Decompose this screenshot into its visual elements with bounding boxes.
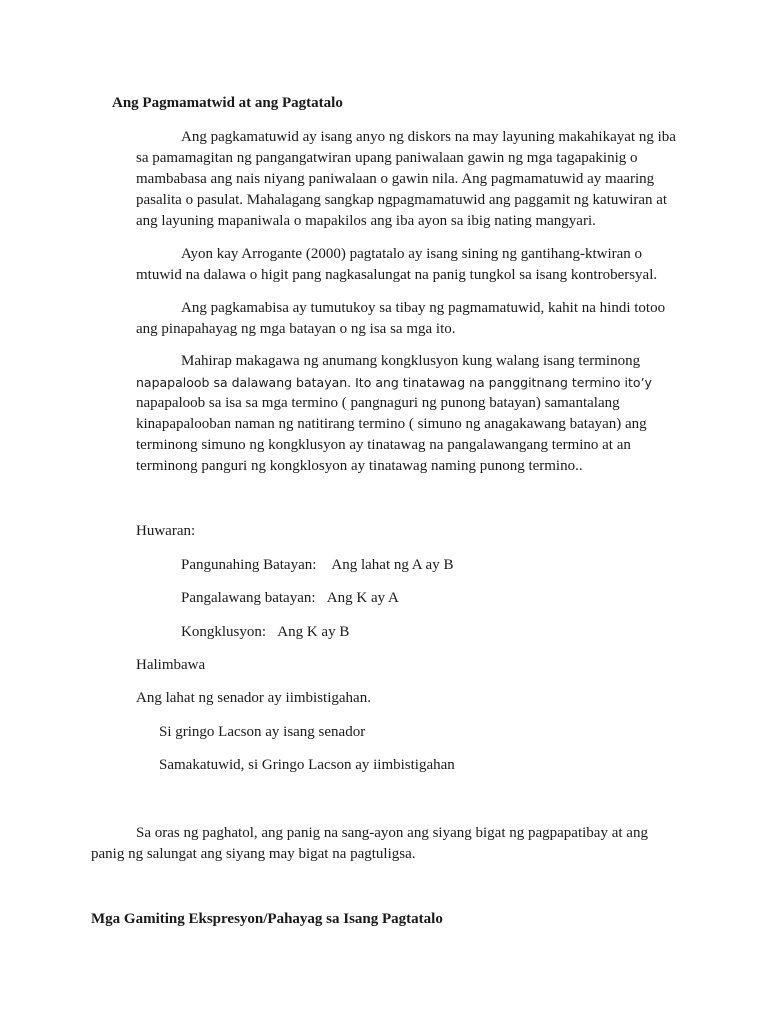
para1-line: mambabasa ang nais niyang paniwalaan o gawin nila. Ang pagmamatuwid ay maaring xyxy=(136,171,655,187)
huwaran-label: Huwaran: xyxy=(136,523,196,539)
section-heading: Mga Gamiting Ekspresyon/Pahayag sa Isang Pagtatalo xyxy=(91,911,443,927)
huwaran-premise-major: Pangunahing Batayan: Ang lahat ng A ay B xyxy=(181,557,454,573)
halimbawa-line: Samakatuwid, si Gringo Lacson ay iimbistigahan xyxy=(159,757,455,773)
para2-line: mtuwid na dalawa o higit pang nagkasalungat na panig tungkol sa isang kontrobersyal. xyxy=(136,267,658,283)
para2-line: Ayon kay Arrogante (2000) pagtatalo ay isang sining ng gantihang-ktwiran o xyxy=(181,246,643,262)
halimbawa-line: Si gringo Lacson ay isang senador xyxy=(159,724,366,740)
para4-line: kinapapalooban naman ng natitirang termino ( simuno ng anagakawang batayan) ang xyxy=(136,416,647,432)
para3-line: ang pinapahayag ng mga batayan o ng isa sa mga ito. xyxy=(136,321,456,337)
para4-line: napapaloob sa isa sa mga termino ( pangnaguri ng punong batayan) samantalang xyxy=(136,395,620,411)
para5-line: Sa oras ng paghatol, ang panig na sang-ayon ang siyang bigat ng pagpapatibay at ang xyxy=(136,825,648,841)
para1-line: pasalita o pasulat. Mahalagang sangkap ngpagmamatuwid ang paggamit ng katuwiran at xyxy=(136,192,668,208)
halimbawa-line: Ang lahat ng senador ay iimbistigahan. xyxy=(136,690,371,706)
para4-line-sans: napapaloob sa dalawang batayan. Ito ang tinatawag na panggitnang termino ito’y xyxy=(136,375,652,390)
para5-line: panig ng salungat ang siyang may bigat na pagtuligsa. xyxy=(91,846,416,862)
para1-line: ang layuning mapaniwala o mapakilos ang iba ayon sa ibig nating mangyari. xyxy=(136,213,596,229)
halimbawa-label: Halimbawa xyxy=(136,657,206,673)
huwaran-premise-minor: Pangalawang batayan: Ang K ay A xyxy=(181,590,399,606)
para1-line: Ang pagkamatuwid ay isang anyo ng diskors na may layuning makahikayat ng iba xyxy=(181,129,676,145)
huwaran-conclusion: Kongklusyon: Ang K ay B xyxy=(181,624,350,640)
para3-line: Ang pagkamabisa ay tumutukoy sa tibay ng pagmamatuwid, kahit na hindi totoo xyxy=(181,300,666,316)
heading-title: Ang Pagmamatwid at ang Pagtatalo xyxy=(112,95,343,111)
para4-line: terminong panguri ng kongklosyon ay tinatawag naming punong termino.. xyxy=(136,458,583,474)
para4-line: Mahirap makagawa ng anumang kongklusyon kung walang isang terminong xyxy=(181,353,641,369)
para1-line: sa pamamagitan ng pangangatwiran upang paniwalaan gawin ng mga tagapakinig o xyxy=(136,150,638,166)
para4-line: terminong simuno ng kongklusyon ay tinatawag na pangalawangang termino at an xyxy=(136,437,631,453)
